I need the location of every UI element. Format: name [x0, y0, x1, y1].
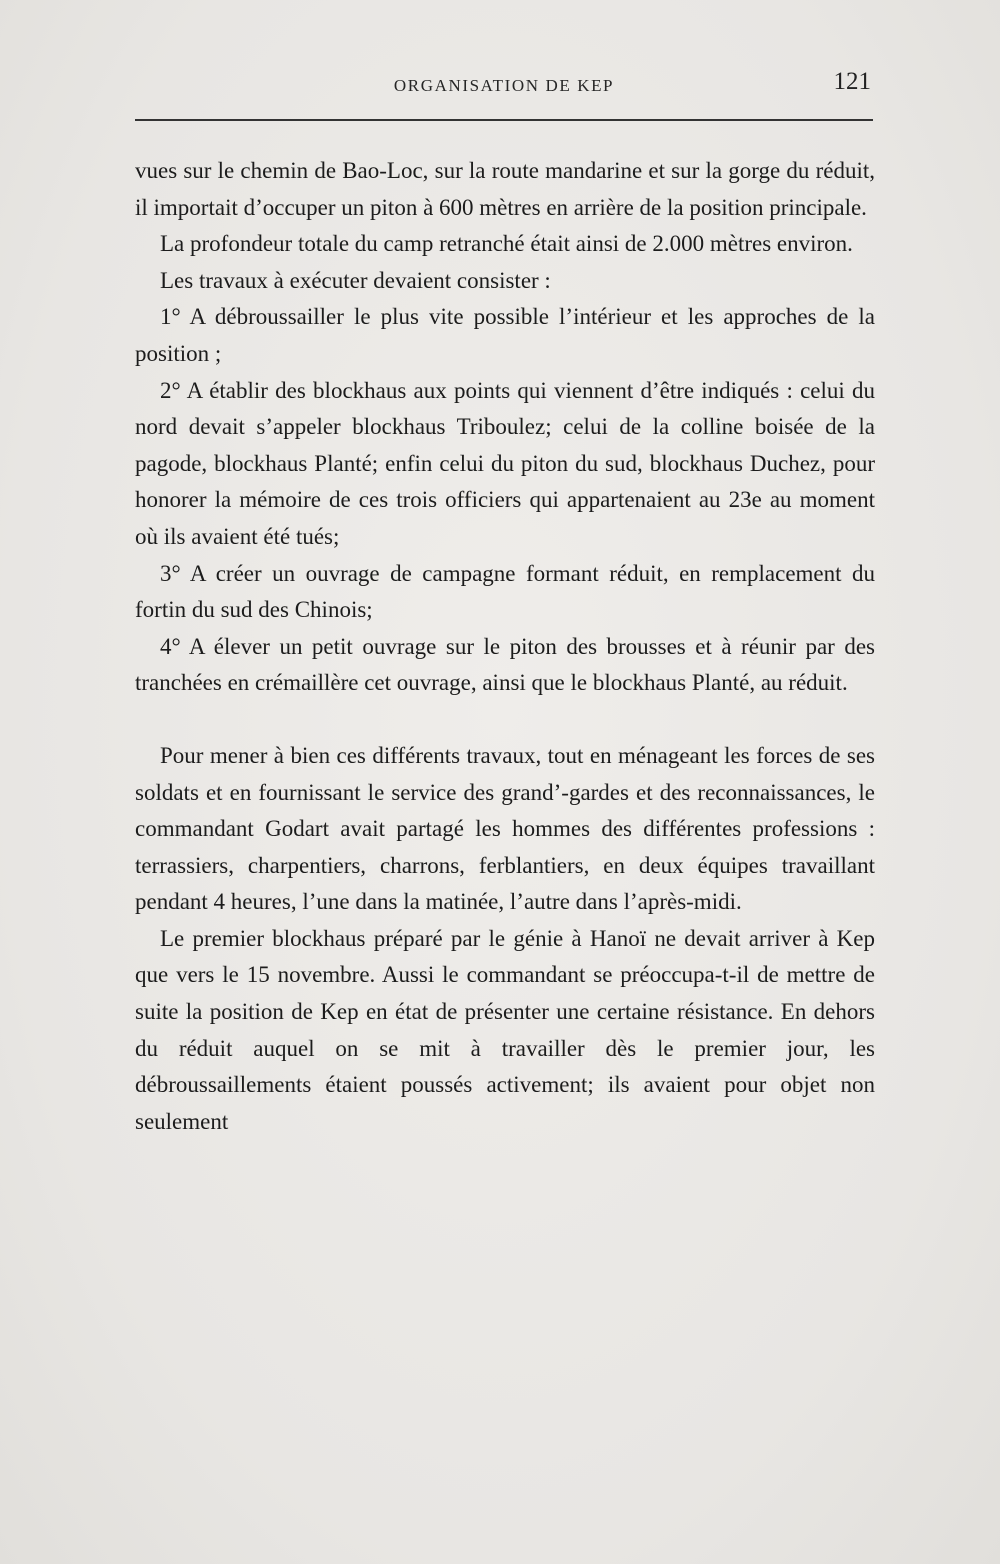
list-item-3: 3° A créer un ouvrage de campagne formant réduit, en remplacement du fortin du sud des Chinois;	[135, 560, 875, 623]
list-item-4: 4° A élever un petit ouvrage sur le piton des brousses et à réunir par des tranchées en crémaillère cet ouvrage, ainsi que le blockhaus Planté, au réduit.	[135, 633, 875, 696]
paragraph-work-teams: Pour mener à bien ces différents travaux, tout en ménageant les forces de ses soldats et en fournissant le service des grand’-gardes et des reconnaissances, le commandant Godart avait partagé les hommes des différentes professions : terrassiers, charpentiers, charrons, ferblantiers, en deux équipes travaillant pendant 4 heures, l’une dans la matinée, l’autre dans l’après-midi.	[135, 742, 875, 915]
header-rule	[135, 119, 873, 121]
paragraph-first-blockhaus: Le premier blockhaus préparé par le génie à Hanoï ne devait arriver à Kep que vers le 15 novembre. Aussi le commandant se préoccupa-t-il de mettre de suite la position de Kep en état de présenter une certaine résistance. En dehors du réduit auquel on se mit à travailler dès le premier jour, les débroussaillements étaient poussés activement; ils avaient pour objet non seulement	[135, 925, 875, 1134]
list-item-1: 1° A débroussailler le plus vite possible l’intérieur et les approches de la position ;	[135, 304, 875, 366]
list-item-2: 2° A établir des blockhaus aux points qui viennent d’être indiqués : celui du nord devait s’appeler blockhaus Triboulez; celui de la colline boisée de la pagode, blockhaus Planté; enfin celui du piton du sud, blockhaus Duchez, pour honorer la mémoire de ces trois officiers qui appartenaient au 23e au moment où ils avaient été tués;	[135, 377, 875, 549]
paragraph-works-intro: Les travaux à exécuter devaient consister :	[160, 267, 551, 293]
body-text	[135, 153, 875, 1140]
running-head	[135, 66, 873, 102]
paragraph-continuation: vues sur le chemin de Bao-Loc, sur la route mandarine et sur la gorge du réduit, il importait d’occuper un piton à 600 mètres en arrière de la position principale.	[135, 158, 875, 220]
paragraph-depth: La profondeur totale du camp retranché était ainsi de 2.000 mètres environ.	[160, 231, 853, 257]
running-title: ORGANISATION DE KEP	[393, 76, 615, 95]
page-number: 121	[833, 68, 871, 95]
